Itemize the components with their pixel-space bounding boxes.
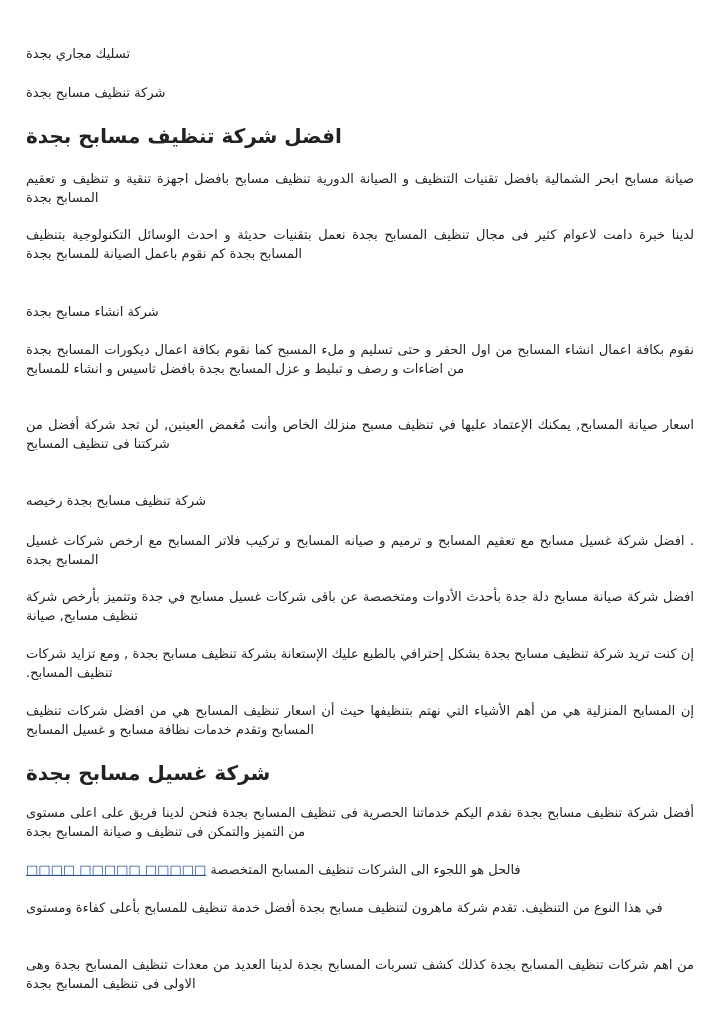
- paragraph: إن كنت تريد شركة تنظيف مسابح بجدة بشكل إحترافي بالطبع عليك الإستعانة بشركة تنظيف مسابح بجدة , ومع تزايد شركات تنظيف المسابح.: [26, 647, 694, 681]
- paragraph: إن المسابح المنزلية هي من أهم الأشياء التي نهتم بتنظيفها حيث أن اسعار تنظيف المسابح هي من افضل شركات تنظيف المسابح وتقدم خدمات نظافة مسابح و غسيل المسابح: [26, 704, 694, 738]
- paragraph-with-link: [26, 861, 694, 880]
- section-line: شركة تنظيف مسابح بجدة رخيصه: [26, 494, 206, 509]
- paragraph: من اهم شركات تنظيف المسابح بجدة كذلك كشف تسربات المسابح بجدة لدينا العديد من معدات تنظيف المسابح بجدة وهى الاولى فى تنظيف المسابح بجدة: [26, 958, 694, 992]
- section-line: شركة انشاء مسابح بجدة: [26, 305, 159, 320]
- paragraph: صيانة مسابح ابحر الشمالية بافضل تقنيات التنظيف و الصيانة الدورية تنظيف مسابح بافضل اجهزة تنقية و تنظيف و تعقيم المسابح بجدة: [26, 172, 694, 206]
- paragraph: . افضل شركة غسيل مسابح مع تعقيم المسابح و ترميم و صيانه المسابح و تركيب فلاتر المسابح مع ارخص شركات غسيل المسابح بجدة: [26, 534, 694, 568]
- paragraph: لدينا خبرة دامت لاعوام كثير فى مجال تنظيف المسابح بجدة نعمل بتقنيات حديثة و احدث الوسائل التكنولوجية بتنظيف المسابح بجدة كم نقوم باعمل الصيانة للمسابح بجدة: [26, 228, 694, 262]
- paragraph-text: فالحل هو اللجوء الى الشركات تنظيف المسابح المتخصصة: [210, 863, 521, 878]
- paragraph: افضل شركة صيانة مسابح دلة جدة بأحدث الأدوات ومتخصصة عن باقى شركات غسيل مسابح في جدة وتتميز بأرخص شركة تنظيف مسابح, صيانة: [26, 590, 694, 624]
- heading-best-pool-cleaning: افضل شركة تنظيف مسابح بجدة: [26, 124, 342, 148]
- inline-link[interactable]: □□□□□ □□□□□ □□□□: [26, 863, 207, 878]
- paragraph: اسعار صيانة المسابح, يمكنك الإعتماد عليها في تنظيف مسبح منزلك الخاص وأنت مُغمض العينين, لن تجد شركة أفضل من شركتنا فى تنظيف المسابح: [26, 418, 694, 452]
- heading-pool-washing: شركة غسيل مسابح بجدة: [26, 761, 271, 785]
- paragraph: في هذا النوع من التنظيف. تقدم شركة ماهرون لتنظيف مسابح بجدة أفضل خدمة تنظيف للمسابح بأعلى كفاءة ومستوى: [26, 901, 663, 916]
- title-line: تسليك مجاري بجدة: [26, 47, 131, 62]
- subtitle-line: شركة تنظيف مسابح بجدة: [26, 86, 166, 101]
- paragraph: أفضل شركة تنظيف مسابح بجدة نقدم اليكم خدماتنا الحصرية فى تنظيف المسابح بجدة فنحن لدينا فريق على اعلى مستوى من التميز والتمكن فى تنظيف و صيانة المسابح بجدة: [26, 806, 694, 840]
- paragraph: نقوم بكافة اعمال انشاء المسابح من اول الحفر و حتى تسليم و ملء المسبح كما نقوم بكافة اعمال ديكورات المسابح بجدة من اضاءات و رصف و تبليط و عزل المسابح بجدة بافضل تاسيس و انشاء للمسابح: [26, 343, 694, 377]
